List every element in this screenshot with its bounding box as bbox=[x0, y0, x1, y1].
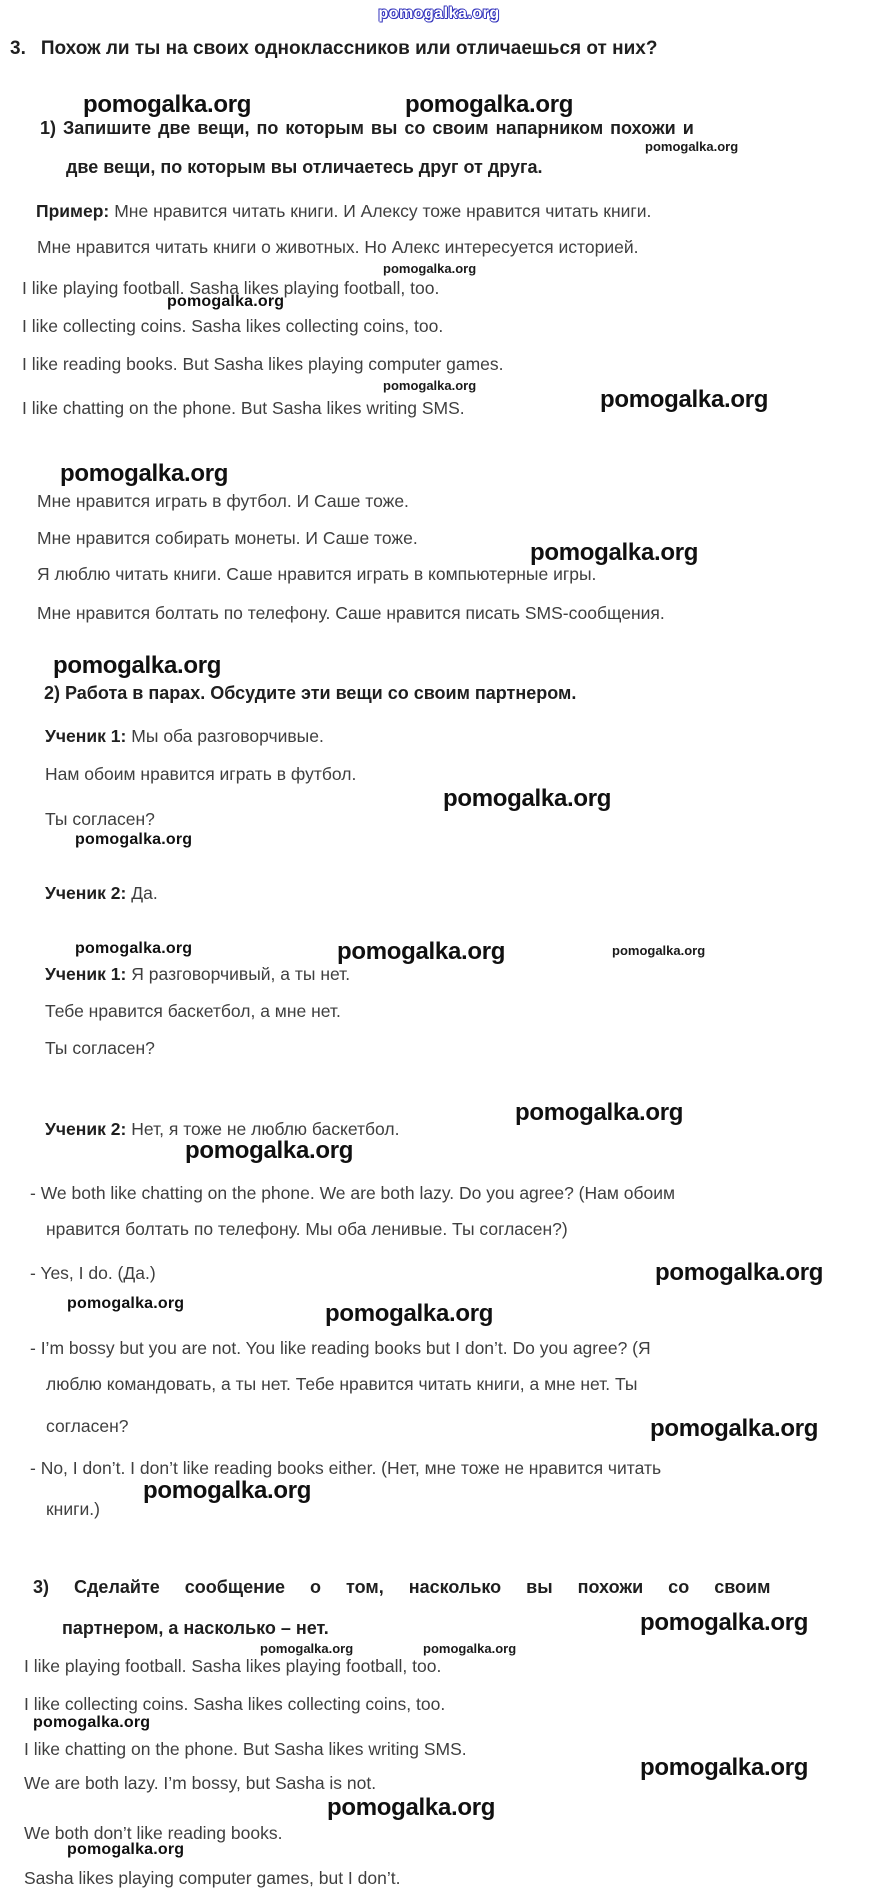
example-line: Мне нравится читать книги о животных. Но Алекс интересуется историей. bbox=[37, 237, 639, 257]
dialogue-line bbox=[45, 882, 158, 904]
answer-line-en: I like playing football. Sasha likes playing football, too. bbox=[22, 278, 440, 298]
watermark: pomogalka.org bbox=[260, 1641, 354, 1656]
dialogue-text: Да. bbox=[131, 883, 158, 903]
speaker-label: Ученик 2: bbox=[45, 1119, 127, 1139]
watermark: pomogalka.org bbox=[640, 1754, 809, 1781]
watermark: pomogalka.org bbox=[600, 386, 769, 413]
part1-heading-line2: две вещи, по которым вы отличаетесь друг от друга. bbox=[66, 157, 543, 177]
watermark: pomogalka.org bbox=[185, 1137, 354, 1164]
task-title bbox=[10, 38, 657, 60]
part3-heading-line1: 3) Сделайте сообщение о том, насколько вы похожи со своим bbox=[33, 1577, 771, 1597]
part3-heading-line2: партнером, а насколько – нет. bbox=[62, 1618, 329, 1638]
answer-line-en: I like collecting coins. Sasha likes collecting coins, too. bbox=[22, 316, 444, 336]
example-text: Мне нравится читать книги. И Алексу тоже нравится читать книги. bbox=[114, 201, 652, 221]
dialogue-line bbox=[45, 963, 350, 985]
watermark: pomogalka.org bbox=[67, 1841, 185, 1858]
exchange-line: - No, I don’t. I don’t like reading books either. (Нет, мне тоже не нравится читать bbox=[30, 1458, 662, 1478]
answer-line-ru: Я люблю читать книги. Саше нравится играть в компьютерные игры. bbox=[37, 564, 597, 584]
watermark: pomogalka.org bbox=[60, 460, 229, 487]
watermark: pomogalka.org bbox=[143, 1477, 312, 1504]
dialogue-line bbox=[45, 725, 324, 747]
part2-heading: 2) Работа в парах. Обсудите эти вещи со своим партнером. bbox=[44, 683, 577, 703]
task-title-text: Похож ли ты на своих одноклассников или отличаешься от них? bbox=[40, 38, 658, 59]
part1-heading-line1: 1) Запишите две вещи, по которым вы со своим напарником похожи и bbox=[40, 118, 694, 138]
dialogue-text: Я разговорчивый, а ты нет. bbox=[131, 964, 351, 984]
report-line: I like chatting on the phone. But Sasha likes writing SMS. bbox=[24, 1739, 467, 1759]
answer-line-en: I like chatting on the phone. But Sasha likes writing SMS. bbox=[22, 398, 465, 418]
dialogue-line: Нам обоим нравится играть в футбол. bbox=[45, 764, 357, 784]
watermark: pomogalka.org bbox=[650, 1415, 819, 1442]
watermark: pomogalka.org bbox=[67, 1295, 185, 1312]
watermark: pomogalka.org bbox=[33, 1714, 151, 1731]
dialogue-text: Мы оба разговорчивые. bbox=[131, 726, 324, 746]
dialogue-line: Ты согласен? bbox=[45, 809, 155, 829]
watermark: pomogalka.org bbox=[655, 1259, 824, 1286]
report-line: We are both lazy. I’m bossy, but Sasha is not. bbox=[24, 1773, 377, 1793]
answer-line-ru: Мне нравится болтать по телефону. Саше нравится писать SMS-сообщения. bbox=[37, 603, 665, 623]
watermark: pomogalka.org bbox=[423, 1641, 517, 1656]
watermark: pomogalka.org bbox=[443, 785, 612, 812]
watermark: pomogalka.org bbox=[167, 293, 285, 310]
watermark: pomogalka.org bbox=[645, 139, 739, 154]
dialogue-text: Нет, я тоже не люблю баскетбол. bbox=[131, 1119, 400, 1139]
watermark: pomogalka.org bbox=[612, 943, 706, 958]
speaker-label: Ученик 1: bbox=[45, 726, 127, 746]
report-line: I like playing football. Sasha likes playing football, too. bbox=[24, 1656, 442, 1676]
example-line bbox=[36, 200, 651, 222]
watermark: pomogalka.org bbox=[83, 91, 252, 118]
task-number: 3. bbox=[10, 38, 26, 59]
dialogue-line: Тебе нравится баскетбол, а мне нет. bbox=[45, 1001, 341, 1021]
report-line: We both don’t like reading books. bbox=[24, 1823, 283, 1843]
watermark: pomogalka.org bbox=[337, 938, 506, 965]
answer-line-ru: Мне нравится собирать монеты. И Саше тоже. bbox=[37, 528, 418, 548]
watermark: pomogalka.org bbox=[75, 831, 193, 848]
watermark: pomogalka.org bbox=[640, 1609, 809, 1636]
watermark: pomogalka.org bbox=[530, 539, 699, 566]
report-line: Sasha likes playing computer games, but I don’t. bbox=[24, 1868, 401, 1888]
speaker-label: Ученик 2: bbox=[45, 883, 127, 903]
watermark: pomogalka.org bbox=[383, 261, 477, 276]
watermark: pomogalka.org bbox=[383, 378, 477, 393]
speaker-label: Ученик 1: bbox=[45, 964, 127, 984]
exchange-line: книги.) bbox=[46, 1499, 100, 1519]
exchange-line: - I’m bossy but you are not. You like reading books but I don’t. Do you agree? (Я bbox=[30, 1338, 651, 1358]
watermark: pomogalka.org bbox=[515, 1099, 684, 1126]
watermark: pomogalka.org bbox=[53, 652, 222, 679]
answer-line-en: I like reading books. But Sasha likes playing computer games. bbox=[22, 354, 504, 374]
example-label: Пример: bbox=[36, 201, 110, 221]
exchange-line: люблю командовать, а ты нет. Тебе нравится читать книги, а мне нет. Ты bbox=[46, 1374, 638, 1394]
watermark: pomogalka.org bbox=[75, 940, 193, 957]
answer-line-ru: Мне нравится играть в футбол. И Саше тоже. bbox=[37, 491, 409, 511]
watermark: pomogalka.org bbox=[325, 1300, 494, 1327]
exchange-line: - Yes, I do. (Да.) bbox=[30, 1263, 156, 1283]
dialogue-line: Ты согласен? bbox=[45, 1038, 155, 1058]
watermark: pomogalka.org bbox=[405, 91, 574, 118]
watermark-blue: pomogalka.org bbox=[378, 5, 500, 22]
exchange-line: нравится болтать по телефону. Мы оба ленивые. Ты согласен?) bbox=[46, 1219, 568, 1239]
exchange-line: согласен? bbox=[46, 1416, 129, 1436]
exchange-line: - We both like chatting on the phone. We are both lazy. Do you agree? (Нам обоим bbox=[30, 1183, 676, 1203]
watermark: pomogalka.org bbox=[327, 1794, 496, 1821]
report-line: I like collecting coins. Sasha likes collecting coins, too. bbox=[24, 1694, 446, 1714]
